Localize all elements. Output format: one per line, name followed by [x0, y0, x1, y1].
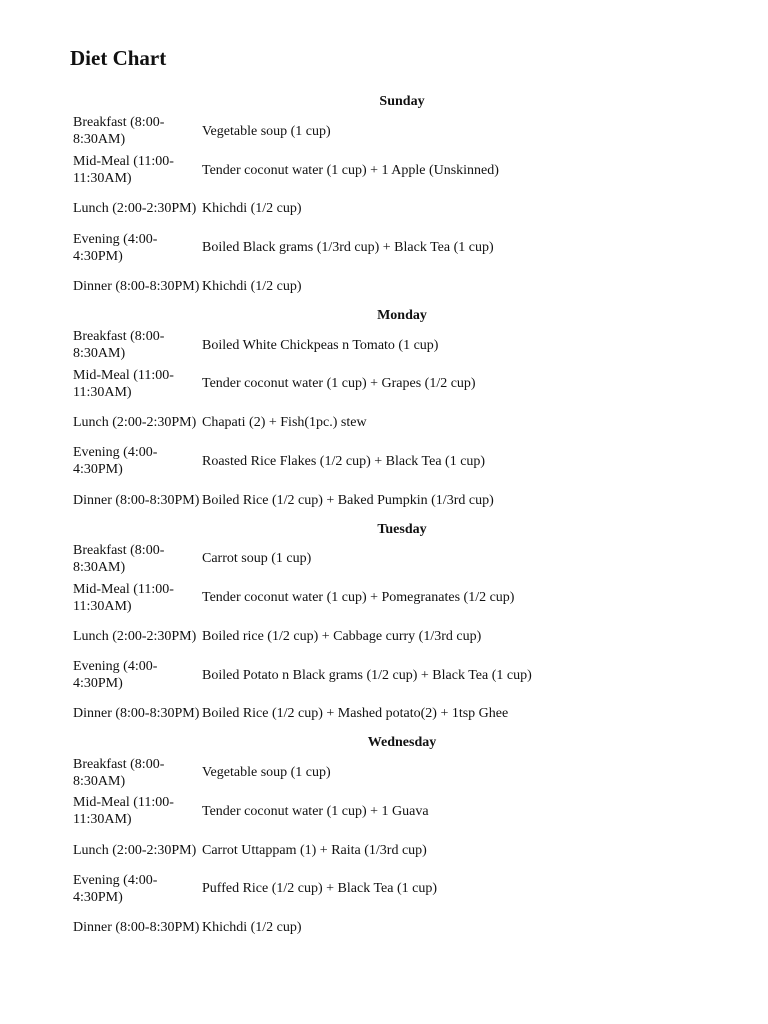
- table-row: [70, 112, 730, 151]
- table-row: [70, 365, 730, 404]
- meal-time: Lunch (2:00-2:30PM): [73, 842, 197, 858]
- meal-time: Evening (4:00-4:30PM): [73, 445, 158, 478]
- table-row: [70, 228, 730, 267]
- meal-item: Boiled White Chickpeas n Tomato (1 cup): [202, 337, 439, 353]
- meal-time: Evening (4:00-4:30PM): [73, 659, 158, 692]
- meal-time: Breakfast (8:00-8:30AM): [73, 756, 165, 789]
- meal-time: Mid-Meal (11:00-11:30AM): [73, 795, 174, 828]
- meal-item: Khichdi (1/2 cup): [202, 201, 302, 217]
- table-row: [70, 442, 730, 481]
- meal-time: Dinner (8:00-8:30PM): [73, 278, 200, 294]
- meal-item: Boiled Potato n Black grams (1/2 cup) + Black Tea (1 cup): [202, 667, 532, 683]
- meal-item: Tender coconut water (1 cup) + Pomegranates (1/2 cup): [202, 590, 515, 606]
- table-row: [70, 870, 730, 909]
- meal-time: Dinner (8:00-8:30PM): [73, 706, 200, 722]
- meal-time: Evening (4:00-4:30PM): [73, 231, 158, 264]
- meal-item: Tender coconut water (1 cup) + 1 Apple (Unskinned): [202, 162, 499, 178]
- meal-time: Mid-Meal (11:00-11:30AM): [73, 581, 174, 614]
- table-row: [70, 656, 730, 695]
- meal-time: Breakfast (8:00-8:30AM): [73, 542, 165, 575]
- meal-item: Carrot soup (1 cup): [202, 551, 312, 567]
- meal-time: Mid-Meal (11:00-11:30AM): [73, 367, 174, 400]
- meal-time: Lunch (2:00-2:30PM): [73, 628, 197, 644]
- page-title: Diet Chart: [70, 46, 167, 70]
- table-row: [70, 326, 730, 365]
- meal-item: Vegetable soup (1 cup): [202, 765, 331, 781]
- meal-time: Mid-Meal (11:00-11:30AM): [73, 154, 174, 187]
- document-page: [70, 44, 730, 947]
- meal-item: Tender coconut water (1 cup) + 1 Guava: [202, 803, 429, 819]
- table-row: [70, 831, 730, 870]
- meal-time: Lunch (2:00-2:30PM): [73, 201, 197, 217]
- day-header-wednesday: Wednesday: [367, 735, 437, 751]
- table-row: [70, 481, 730, 520]
- table-row: [70, 753, 730, 792]
- meal-item: Tender coconut water (1 cup) + Grapes (1/2 cup): [202, 376, 476, 392]
- day-header-sunday: Sunday: [379, 94, 425, 109]
- table-row: [70, 151, 730, 190]
- meal-item: Carrot Uttappam (1) + Raita (1/3rd cup): [202, 842, 427, 858]
- table-row: [70, 540, 730, 579]
- table-row: [70, 578, 730, 617]
- table-row: [70, 695, 730, 734]
- meal-item: Boiled Rice (1/2 cup) + Mashed potato(2) + 1tsp Ghee: [202, 706, 509, 722]
- meal-item: Chapati (2) + Fish(1pc.) stew: [202, 415, 367, 431]
- meal-item: Boiled Rice (1/2 cup) + Baked Pumpkin (1/3rd cup): [202, 492, 494, 508]
- table-row: [70, 792, 730, 831]
- meal-item: Boiled Black grams (1/3rd cup) + Black Tea (1 cup): [202, 240, 494, 256]
- meal-item: Boiled rice (1/2 cup) + Cabbage curry (1/3rd cup): [202, 628, 482, 644]
- meal-item: Vegetable soup (1 cup): [202, 123, 331, 139]
- meal-item: Khichdi (1/2 cup): [202, 278, 302, 294]
- day-header-tuesday: Tuesday: [377, 521, 427, 537]
- meal-item: Khichdi (1/2 cup): [202, 920, 302, 936]
- meal-item: Roasted Rice Flakes (1/2 cup) + Black Tea (1 cup): [202, 453, 486, 469]
- meal-time: Lunch (2:00-2:30PM): [73, 415, 197, 431]
- meal-time: Breakfast (8:00-8:30AM): [73, 329, 165, 362]
- meal-time: Dinner (8:00-8:30PM): [73, 920, 200, 936]
- meal-item: Puffed Rice (1/2 cup) + Black Tea (1 cup): [202, 881, 437, 897]
- table-row: [70, 267, 730, 306]
- table-row: [70, 617, 730, 656]
- meal-time: Evening (4:00-4:30PM): [73, 872, 158, 905]
- day-header-monday: Monday: [377, 307, 427, 323]
- table-row: [70, 403, 730, 442]
- table-row: [70, 190, 730, 229]
- diet-table: [70, 92, 730, 947]
- meal-time: Breakfast (8:00-8:30AM): [73, 115, 165, 148]
- table-row: [70, 908, 730, 947]
- meal-time: Dinner (8:00-8:30PM): [73, 492, 200, 508]
